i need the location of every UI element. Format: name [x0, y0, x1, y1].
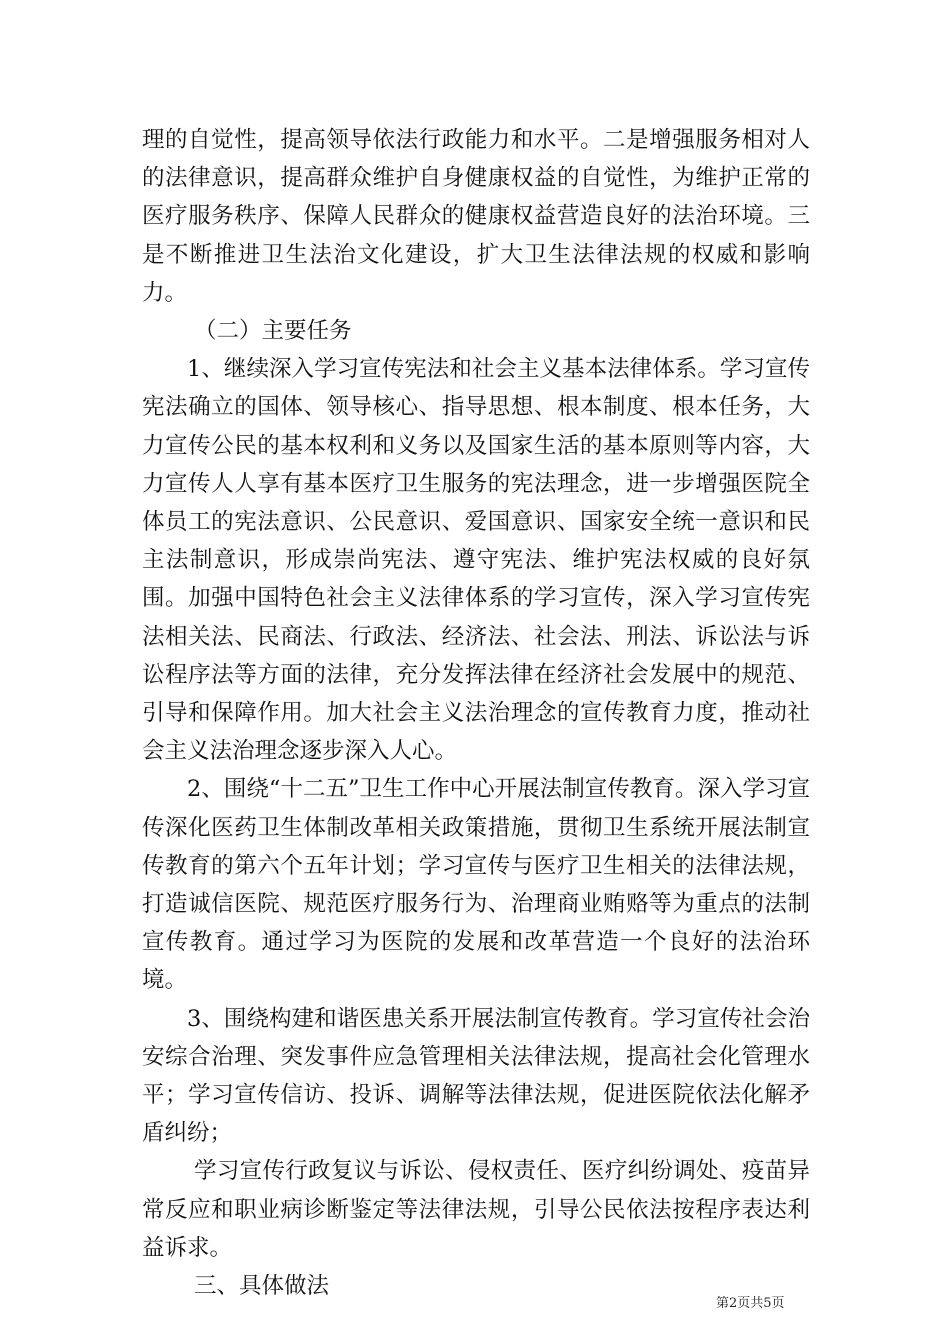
section-heading-main-tasks: （二）主要任务 — [194, 318, 352, 345]
paragraph-task-3-continued: 学习宣传行政复议与诉讼、侵权责任、医疗纠纷调处、疫苗异常反应和职业病诊断鉴定等法律法规，引导公民依法按程序表达利益诉求。 — [142, 1158, 810, 1261]
paragraph-task-1: 1、继续深入学习宣传宪法和社会主义基本法律体系。学习宣传宪法确立的国体、领导核心、指导思想、根本制度、根本任务，大力宣传公民的基本权利和义务以及国家生活的基本原则等内容，大力宣传人人享有基本医疗卫生服务的宪法理念，进一步增强医院全体员工的宪法意识、公民意识、爱国意识、国家安全统一意识和民主法制意识，形成崇尚宪法、遵守宪法、维护宪法权威的良好氛围。加强中国特色社会主义法律体系的学习宣传，深入学习宣传宪法相关法、民商法、行政法、经济法、社会法、刑法、诉讼法与诉讼程序法等方面的法律，充分发挥法律在经济社会发展中的规范、引导和保障作用。加大社会主义法治理念的宣传教育力度，推动社会主义法治理念逐步深入人心。 — [142, 356, 810, 765]
paragraph-continuation: 理的自觉性，提高领导依法行政能力和水平。二是增强服务相对人的法律意识，提高群众维护自身健康权益的自觉性，为维护正常的医疗服务秩序、保障人民群众的健康权益营造良好的法治环境。三是不断推进卫生法治文化建设，扩大卫生法律法规的权威和影响力。 — [142, 127, 810, 306]
page-number-footer: 第2页共5页 — [716, 1296, 785, 1311]
paragraph-task-3: 3、围绕构建和谐医患关系开展法制宣传教育。学习宣传社会治安综合治理、突发事件应急管理相关法律法规，提高社会化管理水平；学习宣传信访、投诉、调解等法律法规，促进医院依法化解矛盾纠纷； — [142, 1005, 810, 1147]
document-body — [142, 121, 810, 1305]
paragraph-task-2: 2、围绕“十二五”卫生工作中心开展法制宣传教育。深入学习宣传深化医药卫生体制改革相关政策措施，贯彻卫生系统开展法制宣传教育的第六个五年计划；学习宣传与医疗卫生相关的法律法规，打造诚信医院、规范医疗服务行为、治理商业贿赂等为重点的法制宣传教育。通过学习为医院的发展和改革营造一个良好的法治环境。 — [142, 776, 810, 994]
section-heading-specific-methods: 三、具体做法 — [194, 1273, 330, 1300]
